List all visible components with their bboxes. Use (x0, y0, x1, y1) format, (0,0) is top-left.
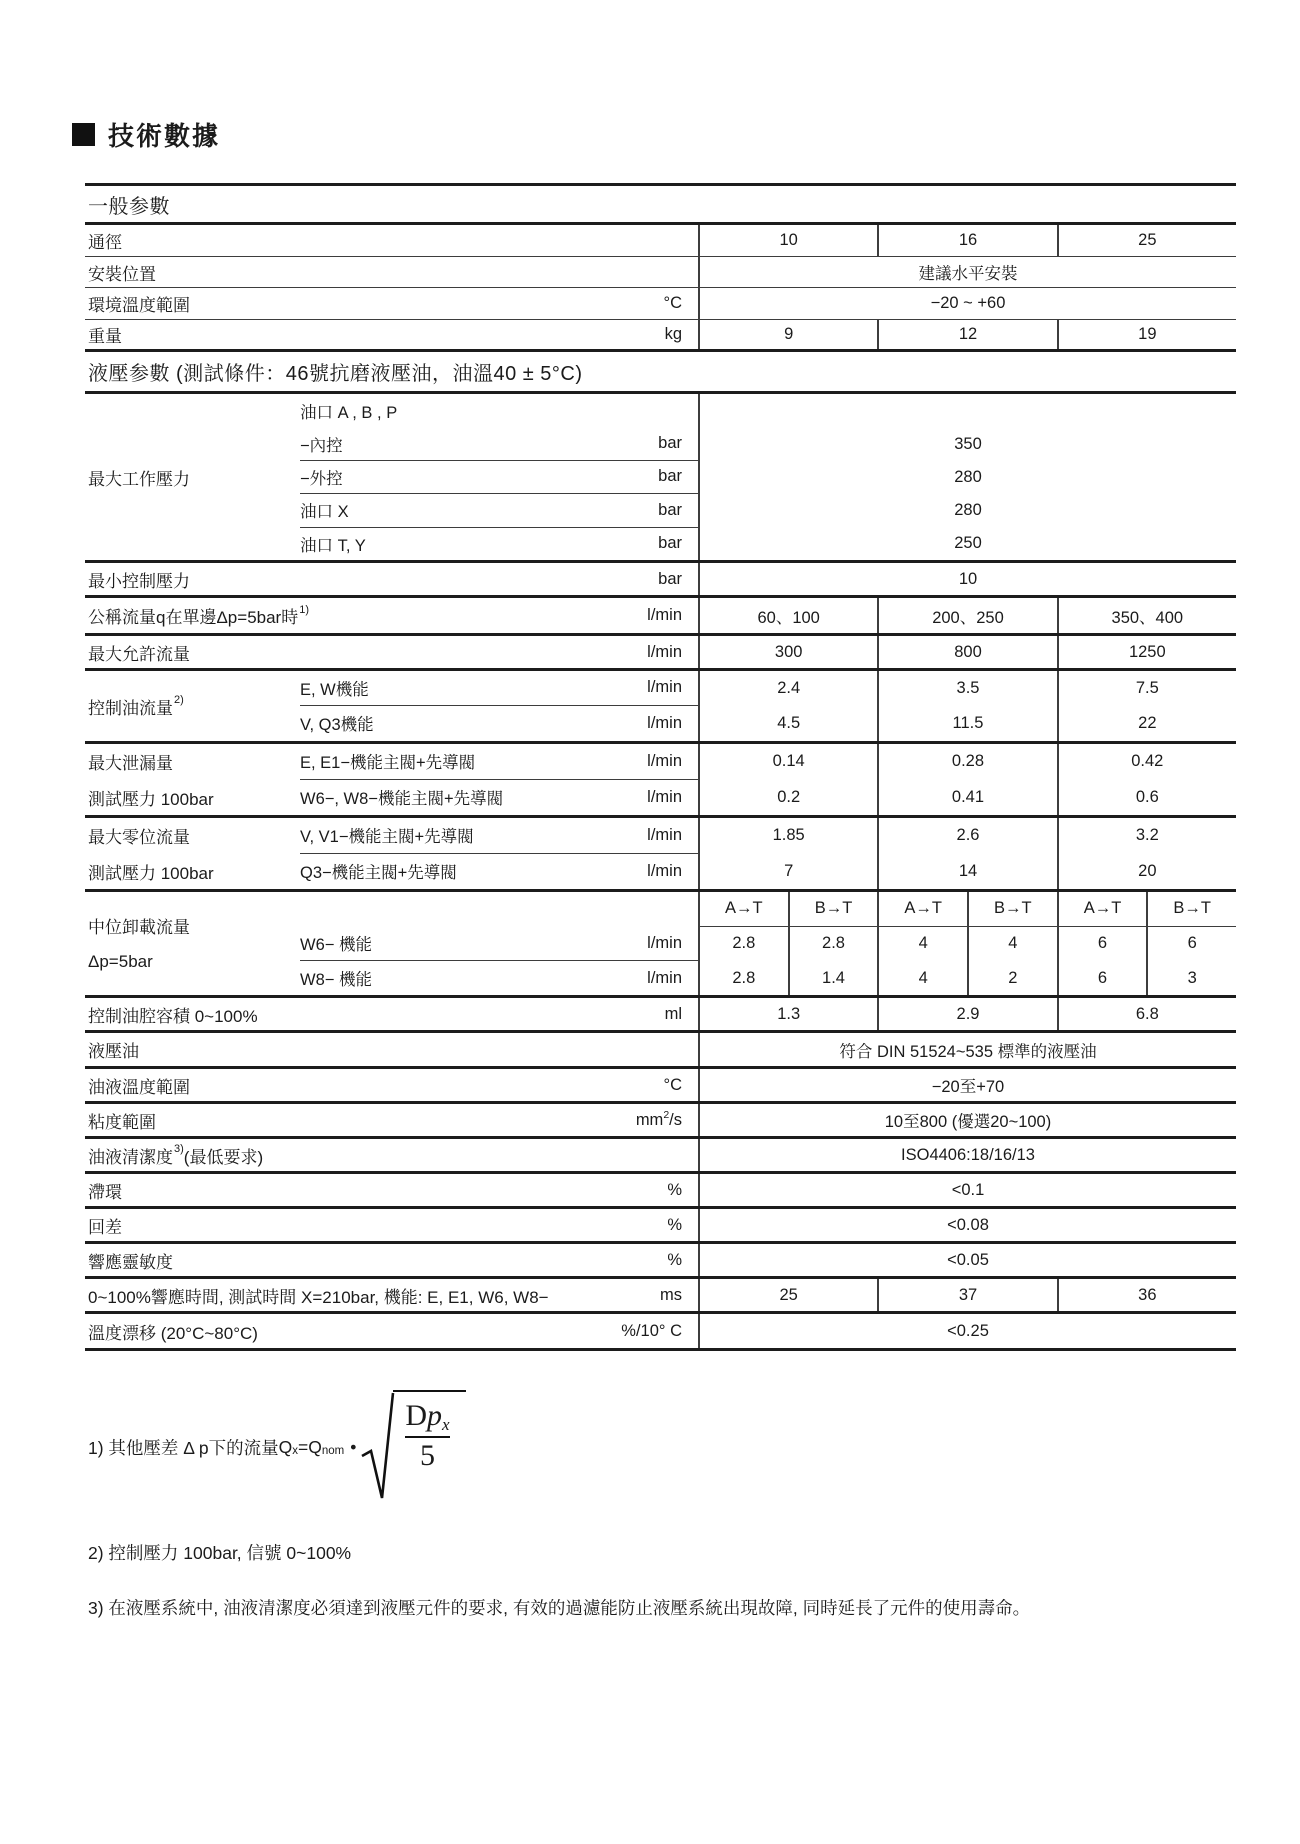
value-cell: 9 (784, 325, 794, 343)
sub-label-unit (300, 927, 698, 961)
value-cell: <0.05 (947, 1250, 989, 1269)
table-row (85, 320, 1236, 352)
value-cell: 4 (877, 961, 967, 995)
block-label-line: 最大泄漏量 (88, 754, 173, 774)
sub-label-unit (300, 780, 698, 816)
row-label: 響應靈敏度 (88, 1252, 173, 1272)
block-subrows (300, 394, 1236, 560)
value-area (698, 854, 1236, 890)
value-area (698, 671, 1236, 706)
value-cell: 6 (1057, 961, 1147, 995)
sub-label: 油口 T, Y (300, 536, 366, 555)
value-cell: 0.28 (877, 744, 1056, 780)
row-label: 環境溫度範圍 (88, 296, 190, 315)
sqrt-radicand (393, 1390, 465, 1471)
unit-cell: l/min (647, 933, 682, 952)
table-row (85, 1174, 1236, 1209)
value-area (698, 1139, 1236, 1171)
unit-cell (568, 257, 698, 287)
sub-label-unit (300, 528, 698, 560)
value-cell: 6 (1146, 927, 1236, 961)
sub-label-unit (300, 818, 698, 854)
block-row (85, 671, 1236, 744)
block-subrows (300, 671, 1236, 741)
unit-cell: °C (663, 294, 682, 312)
value-area (698, 1069, 1236, 1101)
qnom-symbol: =Q (297, 1436, 322, 1457)
sub-label-unit (300, 892, 698, 927)
value-cell: <0.25 (947, 1321, 989, 1340)
value-cell: 37 (877, 1279, 1056, 1311)
value-area (698, 706, 1236, 741)
tech-data-table (85, 183, 1236, 1351)
value-cell: 1.3 (777, 1004, 801, 1023)
value-cell: 10至800 (優選20~100) (884, 1113, 1052, 1131)
unit-cell (568, 1139, 698, 1171)
table-row (85, 225, 1236, 257)
sub-label: −內控 (300, 436, 343, 455)
sub-label-unit (300, 494, 698, 527)
sub-label: Q3−機能主閥+先導閥 (300, 864, 457, 883)
block-label-line: 控制油流量 2) (88, 694, 184, 718)
unit-cell: l/min (647, 861, 682, 880)
value-cell: ISO4406:18/16/13 (901, 1145, 1035, 1164)
value-cell: 280 (954, 467, 982, 486)
unit-cell: °C (663, 1075, 682, 1094)
qnom-subscript: nom (321, 1445, 345, 1457)
value-cell: 4 (967, 927, 1057, 961)
table-row (85, 257, 1236, 288)
subcol-header-cell: B→T (967, 892, 1057, 926)
section-header: 液壓参數 (測試條件：46號抗磨液壓油，油溫40 ± 5°C) (85, 352, 1236, 394)
value-cell: 300 (774, 642, 803, 661)
title-square-icon (72, 123, 95, 146)
sqrt-radical-icon (360, 1390, 396, 1504)
fraction-bar (405, 1436, 449, 1438)
value-cell: −20 ~ +60 (930, 294, 1006, 312)
value-cell: 800 (877, 636, 1056, 668)
row-label: 液壓油 (88, 1042, 139, 1061)
block-label (85, 818, 300, 889)
sub-label: 油口 X (300, 503, 349, 522)
block-label-line: 中位卸載流量 (88, 917, 190, 937)
sub-row (300, 394, 1236, 427)
value-cell: 280 (954, 501, 982, 520)
value-cell: 2.9 (877, 998, 1056, 1030)
value-cell: 350、400 (1057, 598, 1236, 633)
table-row (85, 598, 1236, 636)
value-cell: 7 (784, 861, 794, 880)
value-area (698, 461, 1236, 494)
footnote-marker: 3) (174, 1143, 184, 1155)
table-row (85, 1139, 1236, 1174)
footnote-1 (88, 1388, 1248, 1506)
block-label-line: 測試壓力 100bar (88, 789, 214, 809)
unit-cell: ms (660, 1285, 682, 1304)
unit-cell: l/min (647, 606, 682, 624)
unit-superscript: 2 (663, 1109, 670, 1121)
value-cell: 25 (1057, 225, 1236, 256)
value-cell: 4.5 (777, 713, 801, 732)
sub-label (300, 892, 568, 927)
value-area (698, 288, 1236, 319)
value-cell: 2.4 (777, 678, 801, 697)
unit-cell (568, 892, 698, 927)
value-cell: 16 (877, 225, 1056, 256)
unit-cell: l/min (647, 825, 682, 844)
page-title (72, 116, 220, 153)
value-cell: 2.8 (732, 968, 756, 987)
value-area (698, 744, 1236, 780)
table-row (85, 1069, 1236, 1104)
sub-label: W8− 機能 (300, 971, 372, 989)
sub-label-unit (300, 427, 698, 460)
footnote-marker: 2) (174, 694, 184, 706)
value-cell: 3.2 (1057, 818, 1236, 854)
subcol-header-cell: A→T (725, 899, 763, 918)
table-row (85, 1104, 1236, 1139)
unit-cell: %/10° C (621, 1321, 682, 1340)
unit-cell: bar (658, 500, 682, 519)
subcol-header-cell: A→T (1057, 892, 1147, 926)
unit-cell: l/min (647, 751, 682, 770)
value-cell: 20 (1057, 854, 1236, 890)
value-cell: 250 (954, 534, 982, 553)
value-area (698, 1314, 1236, 1348)
unit-cell: l/min (647, 678, 682, 697)
block-label-line: Δp=5bar (88, 952, 153, 971)
sub-row (300, 461, 1236, 494)
sub-row (300, 780, 1236, 816)
value-area (698, 427, 1236, 460)
row-label: 安裝位置 (88, 264, 156, 284)
block-label (85, 744, 300, 815)
table-row (85, 1209, 1236, 1244)
value-cell: 6.8 (1057, 998, 1236, 1030)
value-area (698, 1104, 1236, 1136)
multiply-dot: • (350, 1436, 357, 1457)
sub-row (300, 818, 1236, 854)
fraction (405, 1401, 449, 1471)
sub-label-unit (300, 961, 698, 995)
value-cell: 60、100 (757, 608, 820, 627)
value-cell: 11.5 (877, 706, 1056, 741)
row-label: 粘度範圍 (88, 1112, 156, 1132)
sub-row (300, 744, 1236, 780)
block-label (85, 394, 300, 560)
sub-label-unit (300, 394, 698, 427)
table-row (85, 563, 1236, 598)
sub-row (300, 706, 1236, 741)
unit-cell: bar (658, 467, 682, 486)
sub-row (300, 854, 1236, 890)
value-area (698, 257, 1236, 287)
value-cell: 36 (1057, 1279, 1236, 1311)
row-label: 滯環 (88, 1182, 122, 1202)
value-cell: 10 (779, 231, 798, 249)
value-cell: 25 (779, 1285, 798, 1304)
value-area (698, 1244, 1236, 1276)
unit-cell: l/min (647, 968, 682, 987)
value-area (698, 892, 1236, 927)
footnote-1-text: 1) 其他壓差 Δ p下的流量 (88, 1437, 279, 1458)
unit-cell: % (667, 1180, 682, 1199)
value-cell: 0.14 (772, 752, 805, 771)
row-label: 通徑 (88, 233, 122, 252)
unit-cell: bar (658, 434, 682, 453)
block-label (85, 671, 300, 741)
value-cell: 符合 DIN 51524~535 標準的液壓油 (839, 1042, 1097, 1061)
subcol-header-cell: A→T (877, 892, 967, 926)
table-row (85, 288, 1236, 320)
sub-label: V, V1−機能主閥+先導閥 (300, 828, 474, 847)
unit-cell: bar (658, 534, 682, 553)
value-cell: 19 (1057, 320, 1236, 349)
value-cell: 1.85 (772, 826, 805, 845)
value-cell: 0.41 (877, 780, 1056, 816)
sub-row (300, 494, 1236, 527)
sub-row (300, 427, 1236, 460)
block-row (85, 744, 1236, 818)
value-area (698, 225, 1236, 256)
value-cell: 0.6 (1057, 780, 1236, 816)
unit-cell: kg (664, 325, 682, 343)
sub-label-unit (300, 706, 698, 741)
value-cell: −20至+70 (931, 1078, 1005, 1096)
fraction-numerator: D p x (405, 1399, 450, 1434)
value-area (698, 394, 1236, 427)
value-cell: 10 (958, 569, 978, 588)
value-cell: 3.5 (877, 671, 1056, 706)
fraction-denominator: 5 (419, 1439, 435, 1472)
value-area (698, 494, 1236, 527)
sub-label-unit (300, 854, 698, 890)
value-cell: 2 (967, 961, 1057, 995)
sub-label: V, Q3機能 (300, 716, 374, 735)
sub-row (300, 927, 1236, 961)
value-area (698, 320, 1236, 349)
row-label: 最小控制壓力 (88, 571, 190, 591)
sqrt-expression (360, 1390, 465, 1504)
value-area (698, 780, 1236, 816)
value-area (698, 636, 1236, 668)
footnote-2: 2) 控制壓力 100bar, 信號 0~100% (88, 1543, 352, 1563)
sub-label-unit (300, 671, 698, 706)
unit-cell: bar (658, 569, 682, 588)
value-area (698, 1279, 1236, 1311)
unit-cell: mm 2 /s (635, 1109, 682, 1129)
unit-cell: % (667, 1250, 682, 1269)
row-label: 0~100%響應時間, 測試時間 X=210bar, 機能: E, E1, W6, W8− (88, 1287, 549, 1307)
table-row (85, 1314, 1236, 1351)
value-cell: <0.08 (947, 1215, 989, 1234)
unit-cell: l/min (647, 713, 682, 732)
value-area (698, 1174, 1236, 1206)
table-row (85, 1033, 1236, 1069)
block-label-line: 測試壓力 100bar (88, 863, 214, 883)
value-cell: 1.4 (788, 961, 878, 995)
value-cell: 建議水平安裝 (918, 265, 1018, 283)
sub-label: W6−, W8−機能主閥+先導閥 (300, 790, 504, 809)
value-area (698, 598, 1236, 633)
value-area (698, 961, 1236, 995)
sub-row (300, 671, 1236, 706)
value-area (698, 1209, 1236, 1241)
sub-row (300, 892, 1236, 927)
unit-cell: l/min (647, 642, 682, 661)
sub-label-unit (300, 744, 698, 780)
subcol-header-cell: B→T (1146, 892, 1236, 926)
value-cell: <0.1 (951, 1180, 985, 1199)
table-row (85, 998, 1236, 1033)
section-header: 一般参數 (85, 186, 1236, 225)
sub-label: W6− 機能 (300, 936, 372, 955)
table-row (85, 1244, 1236, 1279)
sub-row (300, 961, 1236, 995)
page-title-text: 技術數據 (108, 121, 221, 151)
value-cell: 350 (954, 434, 982, 453)
value-area (698, 528, 1236, 560)
value-cell: 7.5 (1057, 671, 1236, 706)
value-cell: 6 (1057, 927, 1147, 961)
block-subrows (300, 744, 1236, 815)
sub-row (300, 528, 1236, 560)
block-row (85, 818, 1236, 892)
row-label: 最大允許流量 (88, 644, 190, 664)
value-cell: 14 (877, 854, 1056, 890)
row-label: 重量 (88, 327, 122, 346)
value-cell: 12 (877, 320, 1056, 349)
table-row (85, 636, 1236, 671)
table-row (85, 1279, 1236, 1314)
q-subscript: x (292, 1445, 298, 1457)
value-area (698, 1033, 1236, 1066)
row-label: 回差 (88, 1217, 122, 1237)
row-label: 油液溫度範圍 (88, 1077, 190, 1097)
block-row (85, 892, 1236, 998)
footnotes (88, 1388, 1248, 1620)
row-label: 溫度漂移 (20°C~80°C) (88, 1323, 258, 1343)
subcol-header-cell: B→T (788, 892, 878, 926)
unit-cell: l/min (647, 787, 682, 806)
sub-label: E, W機能 (300, 680, 369, 699)
unit-cell (568, 1033, 698, 1066)
block-label-line: 最大零位流量 (88, 828, 190, 848)
value-cell: 0.2 (777, 787, 801, 806)
value-cell (700, 394, 1236, 427)
block-label (85, 892, 300, 995)
unit-cell (568, 394, 698, 427)
sub-label: −外控 (300, 469, 343, 488)
value-cell: 1250 (1057, 636, 1236, 668)
value-cell: 0.42 (1057, 744, 1236, 780)
unit-cell (568, 225, 698, 256)
block-subrows (300, 818, 1236, 889)
footnote-3: 3) 在液壓系統中, 油液清潔度必須達到液壓元件的要求, 有效的過濾能防止液壓系統出現故障, 同時延長了元件的使用壽命。 (88, 1598, 1031, 1618)
row-label: 公稱流量q在單邊Δp=5bar時 1) (88, 603, 309, 627)
value-cell: 2.8 (788, 927, 878, 961)
row-label: 油液清潔度 3) (最低要求) (88, 1143, 264, 1167)
value-cell: 4 (877, 927, 967, 961)
footnote-marker: 1) (299, 603, 309, 616)
value-cell: 3 (1146, 961, 1236, 995)
value-area (698, 927, 1236, 961)
value-cell: 22 (1057, 706, 1236, 741)
value-cell: 2.6 (877, 818, 1056, 854)
unit-cell: % (667, 1215, 682, 1234)
sub-label: 油口 A , B , P (300, 403, 398, 422)
block-row (85, 394, 1236, 563)
value-area (698, 998, 1236, 1030)
block-label-line: 最大工作壓力 (88, 469, 190, 489)
sub-label-unit (300, 461, 698, 494)
block-subrows (300, 892, 1236, 995)
value-cell: 2.8 (732, 934, 756, 953)
value-area (698, 563, 1236, 595)
sub-label: E, E1−機能主閥+先導閥 (300, 754, 476, 773)
value-cell: 200、250 (877, 598, 1056, 633)
row-label: 控制油腔容積 0~100% (88, 1006, 258, 1026)
value-area (698, 818, 1236, 854)
q-symbol: Q (278, 1436, 293, 1457)
unit-cell: ml (664, 1004, 682, 1023)
